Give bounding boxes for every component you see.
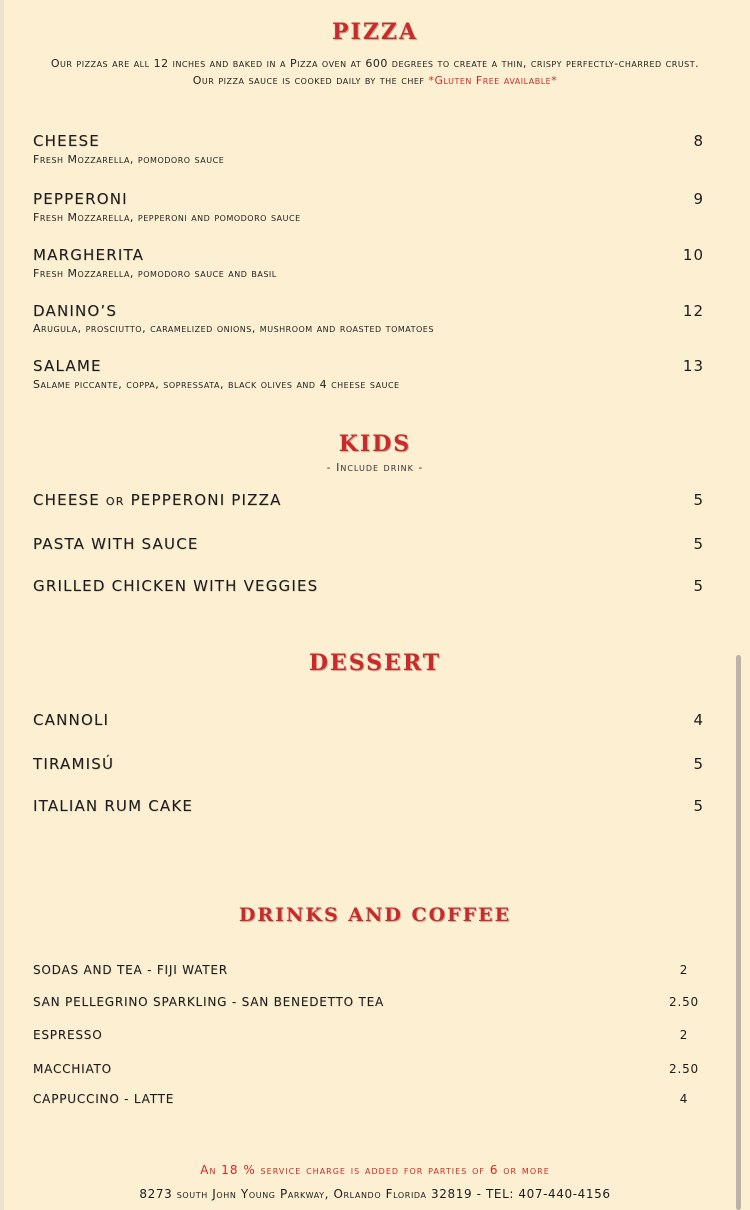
- drink-item-name: SODAS AND TEA - FIJI WATER: [33, 963, 228, 977]
- vertical-scrollbar[interactable]: [736, 655, 741, 1210]
- menu-item-name: MARGHERITA: [33, 246, 145, 264]
- pizza-section-title: PIZZA: [331, 19, 419, 45]
- kids-section-title: KIDS: [338, 431, 412, 457]
- drink-item-name: ESPRESSO: [33, 1028, 103, 1042]
- drink-item-price: 2.50: [669, 1062, 699, 1076]
- menu-item-name: SALAME: [33, 357, 102, 375]
- pizza-intro-line-1: Our pizzas are all 12 inches and baked in a Pizza oven at 600 degrees to create a thin, crispy perfectly-charred crust.: [50, 57, 700, 70]
- page-left-edge: [0, 0, 4, 1210]
- service-charge-note: An 18 % service charge is added for parties of 6 or more: [200, 1163, 550, 1177]
- menu-item-name: ITALIAN RUM CAKE: [33, 797, 194, 815]
- menu-item-name-connector: or: [105, 491, 125, 509]
- menu-item-price: 13: [682, 357, 704, 375]
- menu-item-description: Arugula, prosciutto, caramelized onions, mushroom and roasted tomatoes: [33, 322, 434, 335]
- menu-item-name: PASTA WITH SAUCE: [33, 535, 199, 553]
- menu-item-description: Salame piccante, coppa, sopressata, black olives and 4 cheese sauce: [33, 378, 400, 391]
- menu-item-name: DANINO’S: [33, 302, 118, 320]
- drink-item-price: 2: [679, 963, 689, 977]
- menu-item-price: 5: [693, 577, 704, 595]
- menu-item-price: 5: [693, 491, 704, 509]
- menu-item-price: 12: [682, 302, 704, 320]
- menu-item-price: 10: [682, 246, 704, 264]
- drink-item-price: 2.50: [669, 995, 699, 1009]
- menu-item-name: TIRAMISÚ: [33, 755, 115, 773]
- drink-item-price: 2: [679, 1028, 689, 1042]
- pizza-sauce-note: Our pizza sauce is cooked daily by the chef: [192, 74, 425, 87]
- menu-item-price: 5: [693, 755, 704, 773]
- kids-subtitle: - Include drink -: [326, 461, 424, 474]
- menu-item-description: Fresh Mozzarella, pomodoro sauce: [33, 153, 225, 166]
- menu-item-name: [33, 491, 282, 509]
- restaurant-address: 8273 south John Young Parkway, Orlando Florida 32819 - TEL: 407-440-4156: [139, 1187, 611, 1201]
- menu-item-price: 5: [693, 797, 704, 815]
- gluten-free-note: *Gluten Free available*: [428, 74, 558, 87]
- menu-item-name: GRILLED CHICKEN WITH VEGGIES: [33, 577, 319, 595]
- menu-item-description: Fresh Mozzarella, pomodoro sauce and basil: [33, 267, 277, 280]
- menu-item-name-part: PEPPERONI PIZZA: [130, 491, 282, 509]
- drink-item-price: 4: [679, 1092, 689, 1106]
- drink-item-name: MACCHIATO: [33, 1062, 112, 1076]
- pizza-intro-line-2: [0, 74, 750, 88]
- dessert-section-title: DESSERT: [308, 650, 442, 676]
- menu-item-name-part: CHEESE: [33, 491, 100, 509]
- drink-item-name: SAN PELLEGRINO SPARKLING - SAN BENEDETTO TEA: [33, 995, 385, 1009]
- drink-item-name: CAPPUCCINO - LATTE: [33, 1092, 175, 1106]
- menu-item-price: 5: [693, 535, 704, 553]
- menu-item-price: 9: [693, 190, 704, 208]
- menu-item-description: Fresh Mozzarella, pepperoni and pomodoro sauce: [33, 211, 301, 224]
- menu-item-price: 8: [693, 132, 704, 150]
- drinks-section-title: DRINKS AND COFFEE: [238, 904, 512, 926]
- menu-item-name: CHEESE: [33, 132, 100, 150]
- menu-item-name: PEPPERONI: [33, 190, 128, 208]
- menu-item-name: CANNOLI: [33, 711, 110, 729]
- menu-item-price: 4: [693, 711, 704, 729]
